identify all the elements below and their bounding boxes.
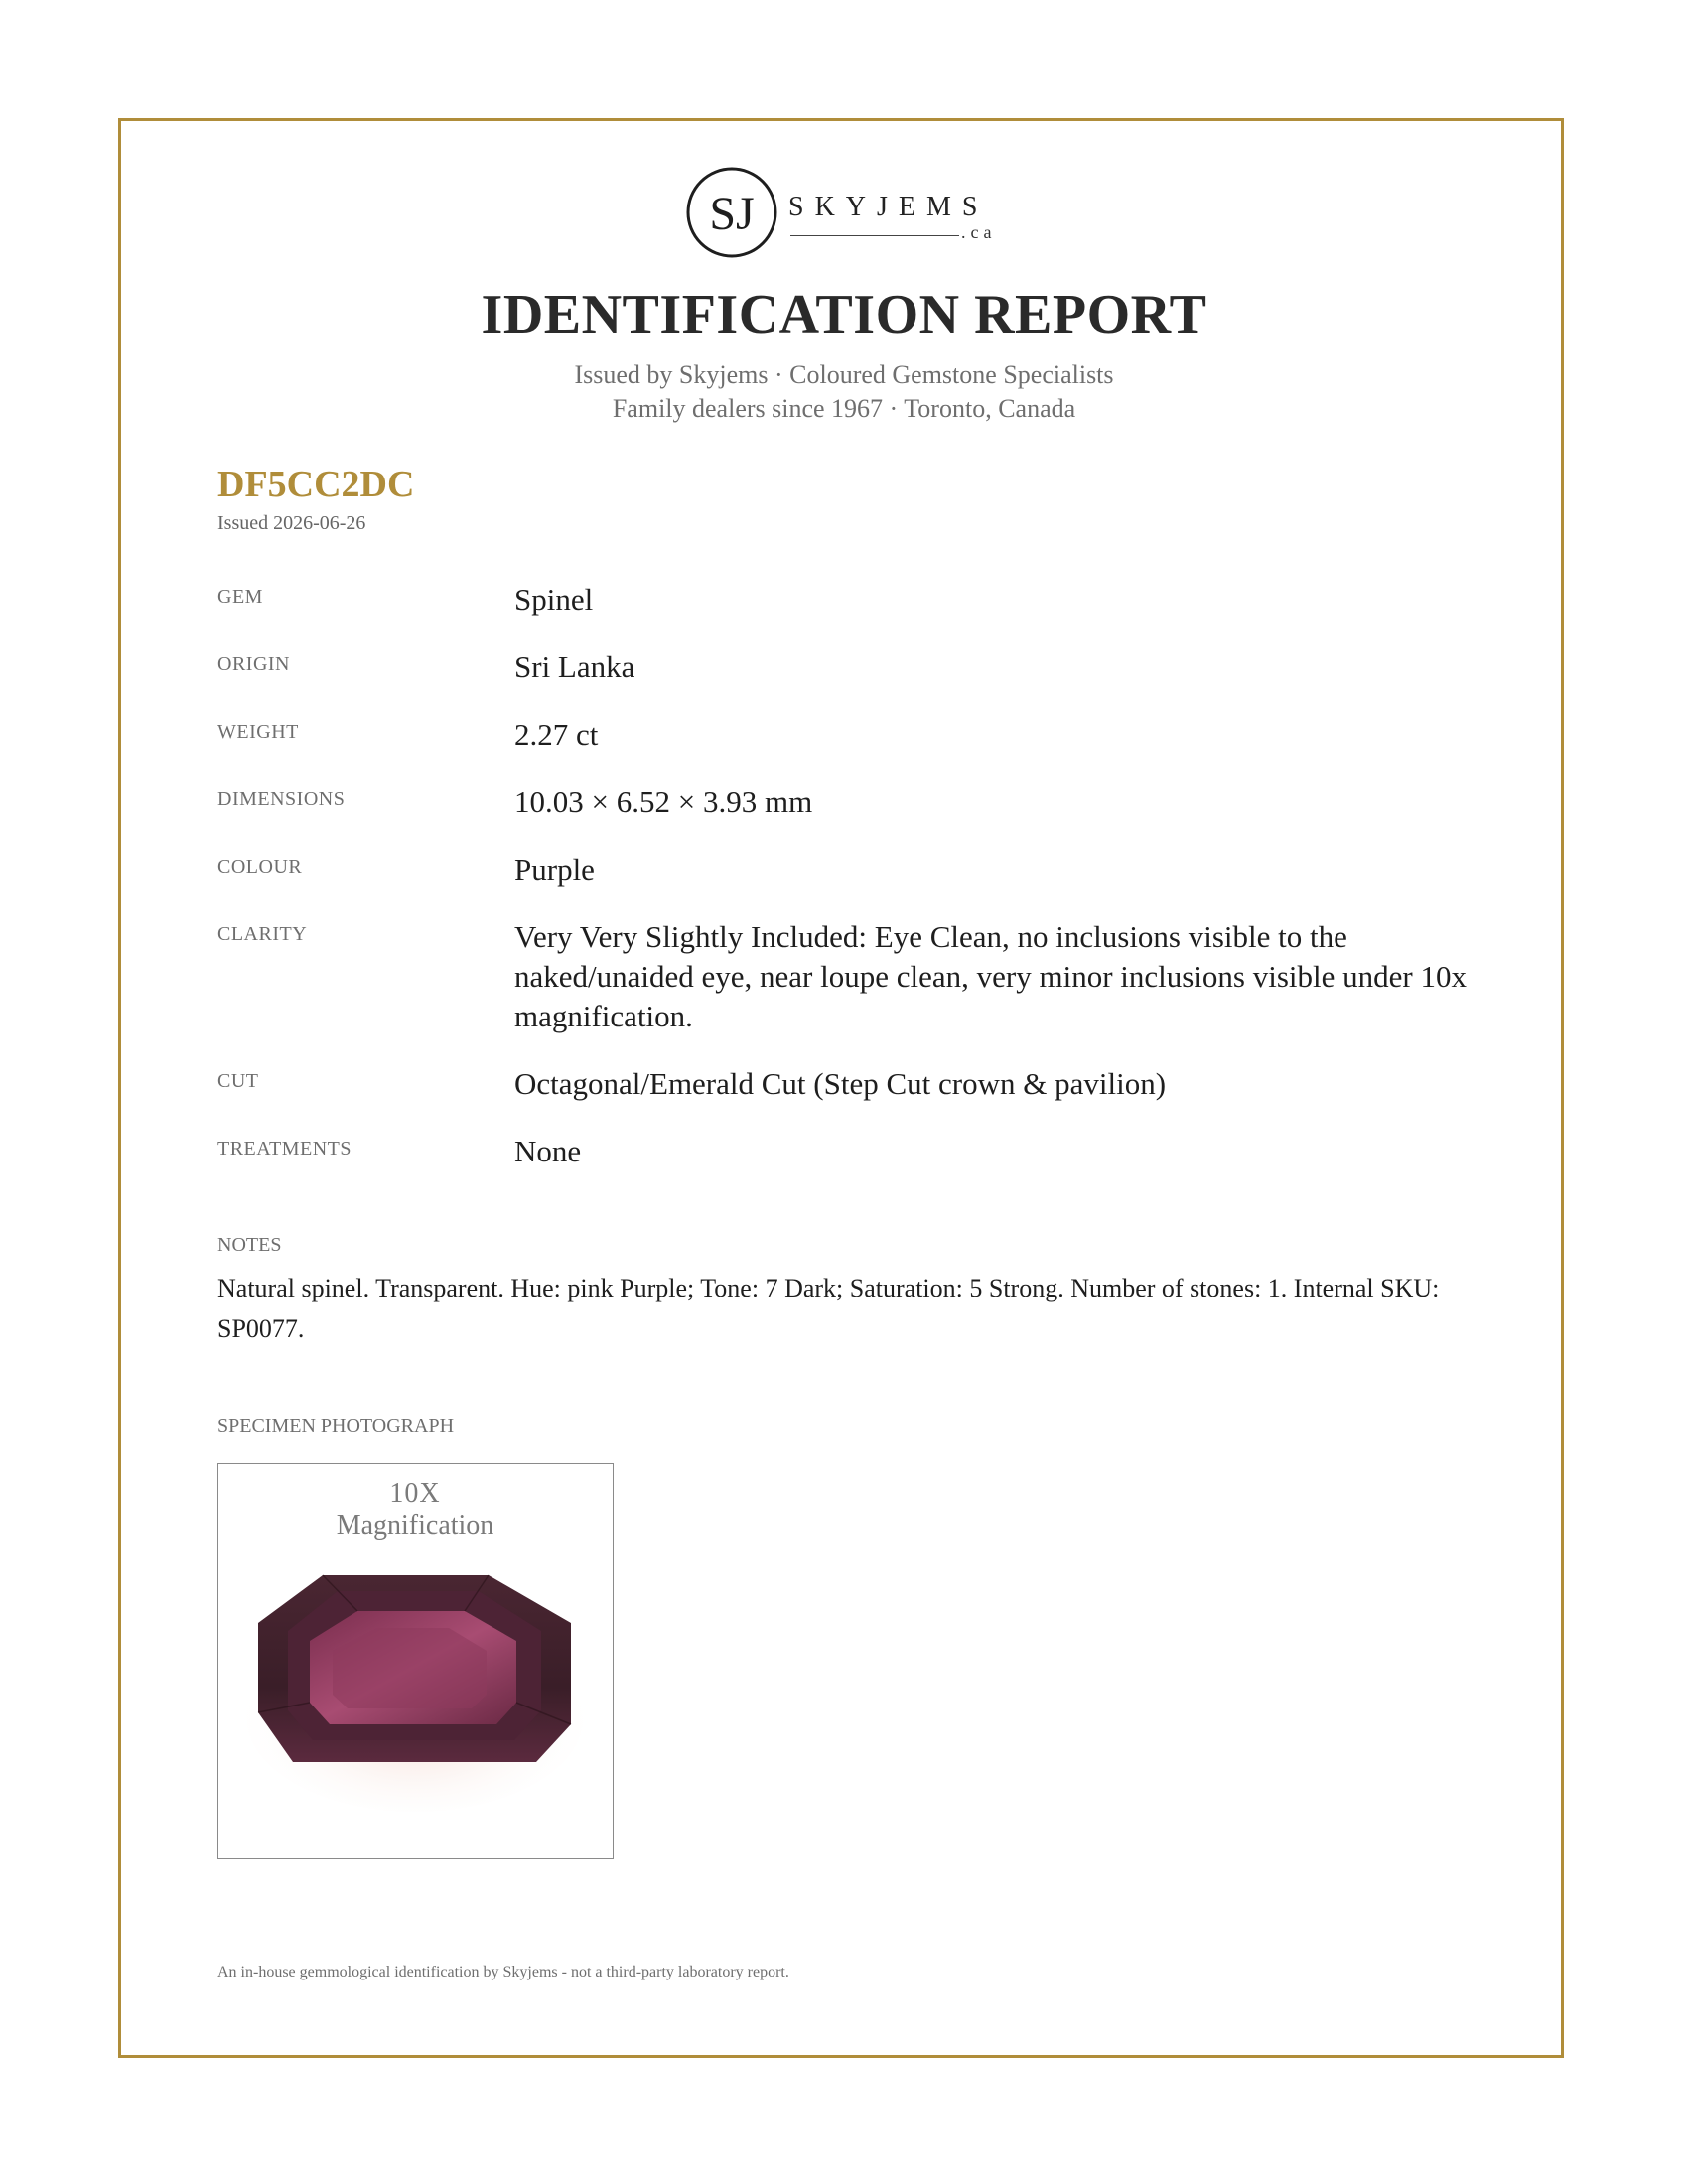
issuer-line: Issued by Skyjems · Coloured Gemstone Specialists (574, 360, 1114, 389)
svg-text:SJ: SJ (709, 188, 755, 240)
detail-label: GEM (217, 586, 263, 608)
report-title: IDENTIFICATION REPORT (481, 284, 1207, 345)
detail-value: Very Very Slightly Included: Eye Clean, no inclusions visible to the naked/unaided eye, near loupe clean, very minor inclusions visible under 10x magnification. (514, 919, 1467, 1033)
specimen-photo-label: SPECIMEN PHOTOGRAPH (217, 1415, 455, 1436)
magnification-value: 10X (389, 1478, 441, 1509)
footer-disclaimer: An in-house gemmological identification by Skyjems - not a third-party laboratory report. (217, 1964, 789, 1980)
detail-value: Sri Lanka (514, 649, 635, 684)
location-line: Family dealers since 1967 · Toronto, Canada (612, 394, 1076, 423)
detail-label: CUT (217, 1070, 259, 1092)
detail-label: CLARITY (217, 923, 308, 945)
notes-text: Natural spinel. Transparent. Hue: pink Purple; Tone: 7 Dark; Saturation: 5 Strong. Number of stones: 1. Internal SKU: SP0077. (217, 1274, 1440, 1343)
detail-value: Octagonal/Emerald Cut (Step Cut crown & pavilion) (514, 1066, 1167, 1101)
magnification-caption: Magnification (336, 1510, 494, 1541)
detail-value: 2.27 ct (514, 717, 599, 751)
brand-domain: .ca (961, 222, 997, 242)
brand-name: SKYJEMS (788, 192, 989, 222)
detail-label: TREATMENTS (217, 1138, 352, 1160)
notes-label: NOTES (217, 1234, 282, 1256)
detail-label: COLOUR (217, 856, 303, 878)
detail-value: None (514, 1134, 582, 1168)
detail-label: WEIGHT (217, 721, 299, 743)
logo-divider (790, 235, 959, 236)
detail-value: 10.03 × 6.52 × 3.93 mm (514, 784, 813, 819)
issue-date: Issued 2026-06-26 (217, 512, 366, 534)
detail-label: DIMENSIONS (217, 788, 346, 810)
detail-value: Purple (514, 852, 595, 887)
sj-monogram-icon (685, 166, 778, 259)
specimen-photo (217, 1463, 614, 1859)
report-id: DF5CC2DC (217, 464, 415, 505)
skyjems-logo (685, 166, 1013, 259)
detail-label: ORIGIN (217, 653, 290, 675)
gem-facet (333, 1628, 487, 1708)
detail-value: Spinel (514, 582, 594, 616)
